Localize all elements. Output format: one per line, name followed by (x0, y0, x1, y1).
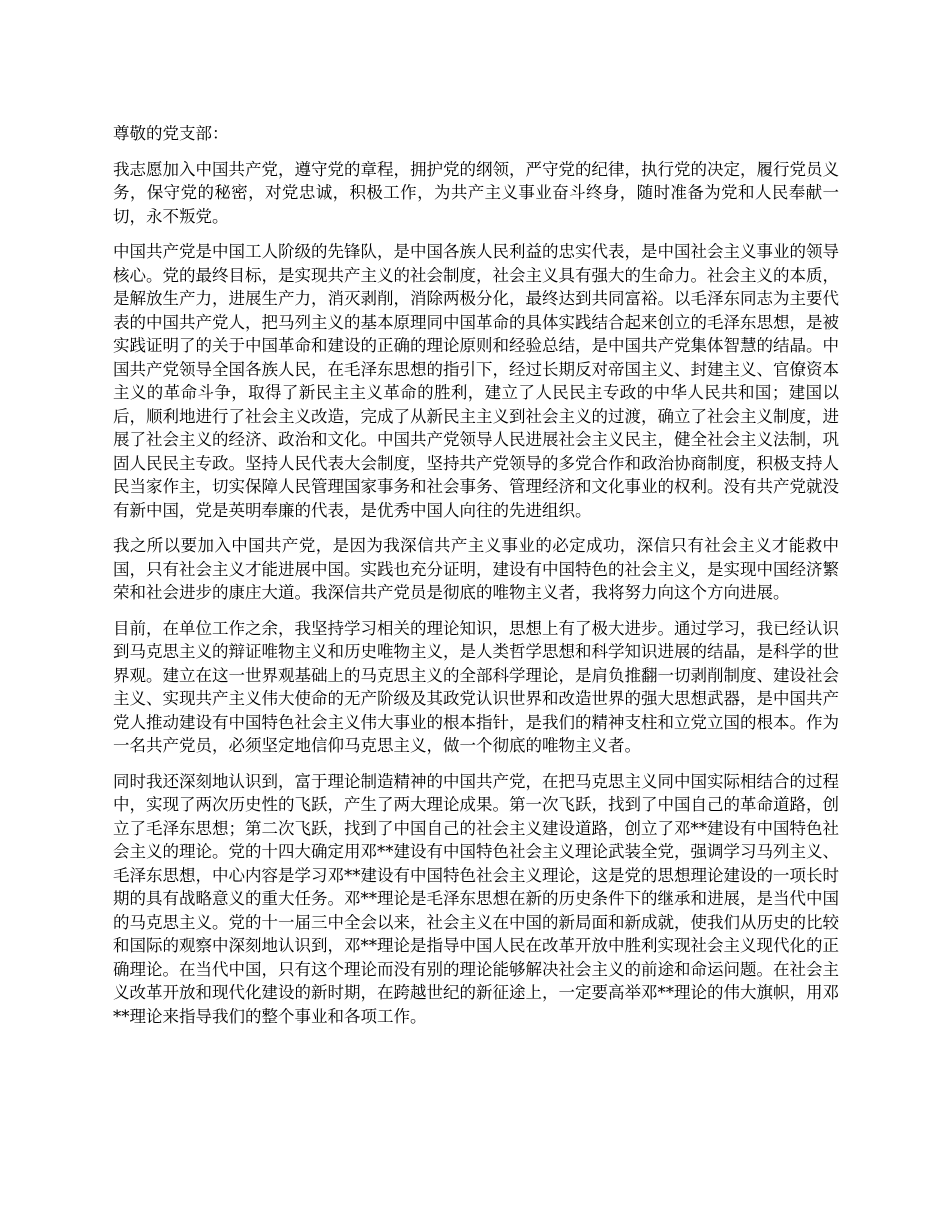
paragraph-study: 目前，在单位工作之余，我坚持学习相关的理论知识，思想上有了极大进步。通过学习，我已经认识到马克思主义的辩证唯物主义和历史唯物主义，是人类哲学思想和科学知识进展的结晶，是科学的世界观。建立在这一世界观基础上的马克思主义的全部科学理论，是肩负推翻一切剥削制度、建设社会主义、实现共产主义伟大使命的无产阶级及其政党认识世界和改造世界的强大思想武器，是中国共产党人推动建设有中国特色社会主义伟大事业的根本指针，是我们的精神支柱和立党立国的根本。作为一名共产党员，必须坚定地信仰马克思主义，做一个彻底的唯物主义者。 (113, 618, 839, 755)
paragraph-theory: 同时我还深刻地认识到，富于理论制造精神的中国共产党，在把马克思主义同中国实际相结合的过程中，实现了两次历史性的飞跃，产生了两大理论成果。第一次飞跃，找到了中国自己的革命道路，创立了毛泽东思想；第二次飞跃，找到了中国自己的社会主义建设道路，创立了邓**建设有中国特色社会主义的理论。党的十四大确定用邓**建设有中国特色社会主义理论武装全党，强调学习马列主义、毛泽东思想，中心内容是学习邓**建设有中国特色社会主义理论，这是党的思想理论建设的一项长时期的具有战略意义的重大任务。邓**理论是毛泽东思想在新的历史条件下的继承和进展，是当代中国的马克思主义。党的十一届三中全会以来，社会主义在中国的新局面和新成就，使我们从历史的比较和国际的观察中深刻地认识到，邓**理论是指导中国人民在改革开放中胜利实现社会主义现代化的正确理论。在当代中国，只有这个理论而没有别的理论能够解决社会主义的前途和命运问题。在社会主义改革开放和现代化建设的新时期，在跨越世纪的新征途上，一定要高举邓**理论的伟大旗帜，用邓**理论来指导我们的整个事业和各项工作。 (113, 771, 839, 1026)
paragraph-motivation: 我之所以要加入中国共产党，是因为我深信共产主义事业的必定成功，深信只有社会主义才能救中国，只有社会主义才能进展中国。实践也充分证明，建设有中国特色的社会主义，是实现中国经济繁荣和社会进步的康庄大道。我深信共产党员是彻底的唯物主义者，我将努力向这个方向进展。 (113, 536, 839, 602)
salutation: 尊敬的党支部： (113, 124, 229, 143)
document-body (113, 122, 839, 1040)
paragraph-party-overview: 中国共产党是中国工人阶级的先锋队，是中国各族人民利益的忠实代表，是中国社会主义事业的领导核心。党的最终目标，是实现共产主义的社会制度，社会主义具有强大的生命力。社会主义的本质，是解放生产力，进展生产力，消灭剥削，消除两极分化，最终达到共同富裕。以毛泽东同志为主要代表的中国共产党人，把马列主义的基本原理同中国革命的具体实践结合起来创立的毛泽东思想，是被实践证明了的关于中国革命和建设的正确的理论原则和经验总结，是中国共产党集体智慧的结晶。中国共产党领导全国各族人民，在毛泽东思想的指引下，经过长期反对帝国主义、封建主义、官僚资本主义的革命斗争，取得了新民主主义革命的胜利，建立了人民民主专政的中华人民共和国；建国以后，顺利地进行了社会主义改造，完成了从新民主主义到社会主义的过渡，确立了社会主义制度，进展了社会主义的经济、政治和文化。中国共产党领导人民进展社会主义民主，健全社会主义法制，巩固人民民主专政。坚持人民代表大会制度，坚持共产党领导的多党合作和政治协商制度，积极支持人民当家作主，切实保障人民管理国家事务和社会事务、管理经济和文化事业的权利。没有共产党就没有新中国，党是英明奉廉的代表，是优秀中国人向往的先进组织。 (113, 242, 839, 520)
paragraph-pledge: 我志愿加入中国共产党，遵守党的章程，拥护党的纲领，严守党的纪律，执行党的决定，履行党员义务，保守党的秘密，对党忠诚，积极工作，为共产主义事业奋斗终身，随时准备为党和人民奉献一切，永不叛党。 (113, 159, 839, 226)
